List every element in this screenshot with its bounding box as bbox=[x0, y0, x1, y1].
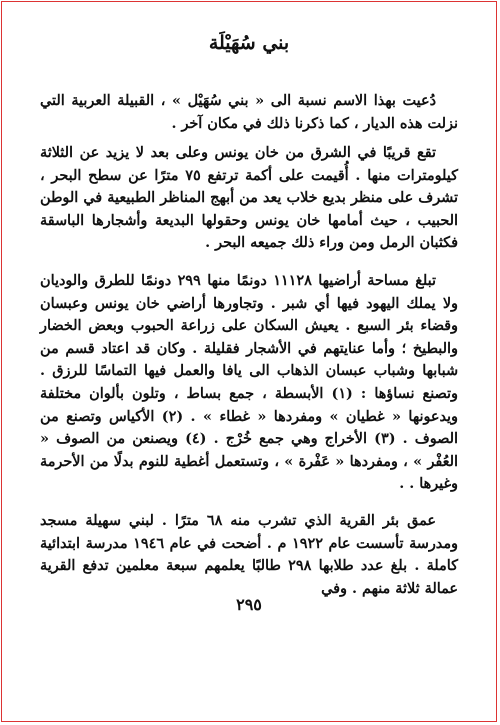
paragraph-text: تبلغ مساحة أراضيها ١١١٢٨ دونمًا منها ٢٩٩ دونمًا للطرق والوديان ولا يملك اليهود فيها أي شبر . وتجاورها أراضي خان يونس وعبسان وقضاء بئر السبع . يعيش السكان على زراعة الحبوب وبعض الخضار والبطيخ ؛ وأما عنايتهم في الأشجار فقليلة . وكان قد اعتاد قسم من شبابها وشباب عبسان الذهاب الى يافا والعمل فيها التماسًا للرزق . وتصنع نساؤها : (١) الأبسطة ، جمع بساط ، وتلون بألوان مختلفة ويدعونها « غطيان » ومفردها « غطاء » . (٢) الأكياس وتصنع من الصوف . (٣) الأخراج وهي جمع خُرْج . (٤) ويصنعن من الصوف « العُفْر » ، ومفردها « عَفْرة » ، وتستعمل أغطية للنوم بدلًا من الأحرمة وغيرها . . bbox=[40, 272, 458, 493]
page-title: بني سُهَيْلَة bbox=[208, 32, 290, 54]
page-frame bbox=[1, 1, 497, 722]
paragraph-lands-and-crafts bbox=[40, 270, 458, 496]
paragraph-name-origin bbox=[40, 90, 458, 135]
page-number: ٢٩٥ bbox=[236, 595, 262, 614]
paragraph-location bbox=[40, 142, 458, 255]
paragraph-text: عمق بئر القرية الذي تشرب منه ٦٨ مترًا . لبني سهيلة مسجد ومدرسة تأسست عام ١٩٢٢ م . أضحت في عام ١٩٤٦ مدرسة ابتدائية كاملة . بلغ عدد طلابها ٢٩٨ طالبًا يعلمهم سبعة معلمين تدفع القرية عمالة ثلاثة منهم . وفي bbox=[40, 512, 458, 597]
paragraph-text: تقع قريبًا في الشرق من خان يونس وعلى بعد لا يزيد عن الثلاثة كيلومترات منها . أُقيمت على أكمة ترتفع ٧٥ مترًا عن سطح البحر ، تشرف على منظر بديع خلاب يعد من أبهج المناظر الطبيعية في الوطن الحبيب ، حيث أمامها خان يونس وحقولها البديعة وأشجارها الباسقة فكثبان الرمل ومن وراء ذلك جميعه البحر . bbox=[40, 144, 458, 252]
paragraph-text: دُعيت بهذا الاسم نسبة الى « بني سُهَيْل » ، القبيلة العربية التي نزلت هذه الديار ، كما ذكرنا ذلك في مكان آخر . bbox=[40, 92, 458, 132]
paragraph-well-and-school bbox=[40, 510, 458, 600]
